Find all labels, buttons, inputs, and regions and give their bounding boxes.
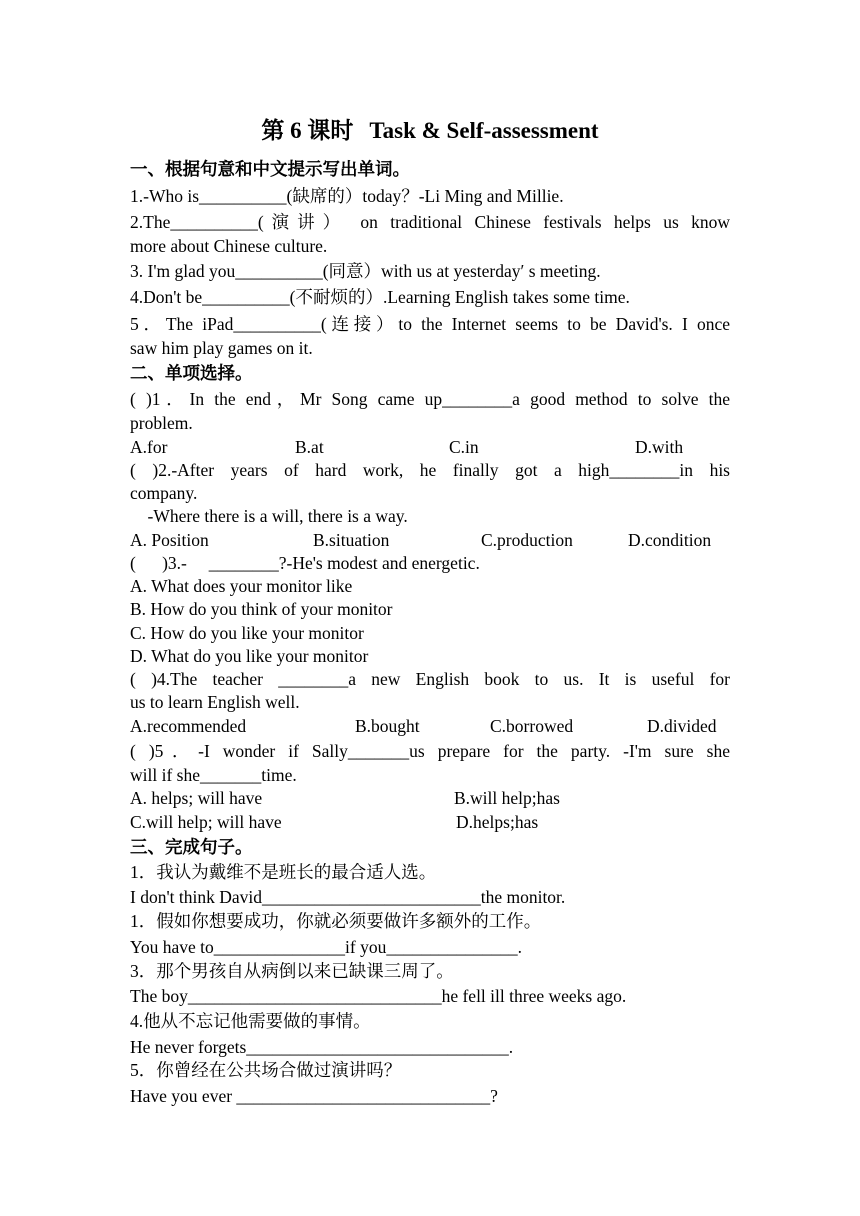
q3-option-c: C. How do you like your monitor bbox=[130, 623, 364, 643]
q4-option-b: B.bought bbox=[355, 716, 420, 736]
q1-stem-cont: problem. bbox=[130, 413, 193, 433]
q2-stem: ( )2.-After years of hard work, he finally got a high________in his bbox=[130, 460, 730, 480]
s1-line-4: 3. I'm glad you__________(同意）with us at yesterday′ s meeting. bbox=[130, 261, 601, 281]
q5-option-b: B.will help;has bbox=[454, 788, 560, 808]
q4-option-c: C.borrowed bbox=[490, 716, 574, 736]
page-title bbox=[240, 112, 620, 145]
s3-line-10: Have you ever _____________________________? bbox=[130, 1086, 498, 1106]
q2-stem-cont: company. bbox=[130, 483, 198, 503]
q2-option-b: B.situation bbox=[313, 530, 390, 550]
q2-options bbox=[130, 529, 730, 552]
section2-heading: 二、单项选择。 bbox=[130, 363, 253, 383]
q3-option-d: D. What do you like your monitor bbox=[130, 646, 369, 666]
q1-stem: ( )1．In the end，Mr Song came up________a good method to solve the bbox=[130, 389, 730, 409]
s3-line-1: 1．我认为戴维不是班长的最合适人选。 bbox=[130, 862, 437, 882]
section1-heading: 一、根据句意和中文提示写出单词。 bbox=[130, 159, 410, 179]
lesson-topic: Task & Self-assessment bbox=[369, 118, 599, 143]
q2-option-d: D.condition bbox=[628, 530, 712, 550]
q3-option-a: A. What does your monitor like bbox=[130, 576, 353, 596]
q2-option-c: C.production bbox=[481, 530, 573, 550]
section3-heading: 三、完成句子。 bbox=[130, 837, 253, 857]
q4-stem-cont: us to learn English well. bbox=[130, 692, 300, 712]
q5-stem: ( )5．-I wonder if Sally_______us prepare for the party. -I'm sure she bbox=[130, 741, 730, 761]
lesson-number: 第 6 课时 bbox=[261, 118, 354, 143]
q1-option-c: C.in bbox=[449, 437, 479, 457]
q2-reply: -Where there is a will, there is a way. bbox=[130, 506, 408, 526]
s1-line-7: saw him play games on it. bbox=[130, 338, 313, 358]
q1-option-d: D.with bbox=[635, 437, 684, 457]
s3-line-2: I don't think David_________________________the monitor. bbox=[130, 887, 566, 907]
q2-option-a: A. Position bbox=[130, 530, 209, 550]
s3-line-5: 3．那个男孩自从病倒以来已缺课三周了。 bbox=[130, 961, 454, 981]
s3-line-8: He never forgets______________________________. bbox=[130, 1037, 514, 1057]
s3-line-6: The boy_____________________________he fell ill three weeks ago. bbox=[130, 986, 627, 1006]
q5-options-row2 bbox=[130, 811, 730, 834]
q1-option-b: B.at bbox=[295, 437, 324, 457]
q5-option-c: C.will help; will have bbox=[130, 812, 282, 832]
q3-option-b: B. How do you think of your monitor bbox=[130, 599, 393, 619]
q3-stem: ( )3.- ________?-He's modest and energetic. bbox=[130, 553, 480, 573]
s3-line-4: You have to_______________if you_______________. bbox=[130, 937, 522, 957]
s3-line-9: 5．你曾经在公共场合做过演讲吗？ bbox=[130, 1060, 402, 1080]
q5-stem-cont: will if she_______time. bbox=[130, 765, 297, 785]
q1-option-a: A.for bbox=[130, 437, 168, 457]
q4-option-a: A.recommended bbox=[130, 716, 247, 736]
q4-option-d: D.divided bbox=[647, 716, 717, 736]
q4-options bbox=[130, 715, 730, 738]
s1-line-3: more about Chinese culture. bbox=[130, 236, 328, 256]
s1-line-2: 2.The__________(演讲） on traditional Chinese festivals helps us know bbox=[130, 212, 730, 232]
q5-option-d: D.helps;has bbox=[456, 812, 539, 832]
s3-line-3: 1．假如你想要成功，你就必须要做许多额外的工作。 bbox=[130, 911, 542, 931]
s1-line-5: 4.Don't be__________(不耐烦的）.Learning English takes some time. bbox=[130, 287, 630, 307]
s1-line-6: 5．The iPad__________(连接）to the Internet seems to be David's. I once bbox=[130, 314, 730, 334]
s3-line-7: 4.他从不忘记他需要做的事情。 bbox=[130, 1011, 371, 1031]
q5-option-a: A. helps; will have bbox=[130, 788, 263, 808]
s1-line-1: 1.-Who is__________(缺席的）today？-Li Ming and Millie. bbox=[130, 186, 564, 206]
q1-options bbox=[130, 436, 730, 459]
q5-options-row1 bbox=[130, 787, 730, 810]
q4-stem: ( )4.The teacher ________a new English book to us. It is useful for bbox=[130, 669, 730, 689]
